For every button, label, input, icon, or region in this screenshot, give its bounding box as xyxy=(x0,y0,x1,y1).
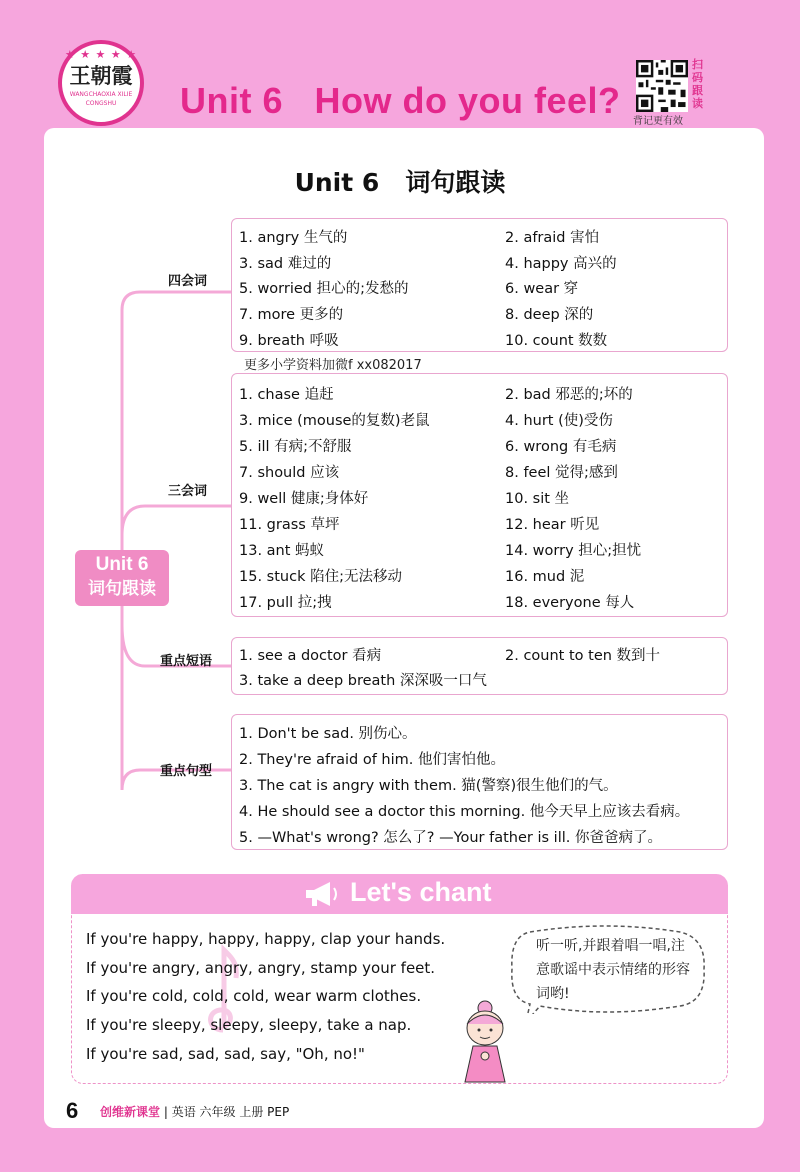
word-item: 5. worried 担心的;发愁的 xyxy=(239,281,409,297)
phrase-item: 1. see a doctor 看病 xyxy=(239,648,382,664)
word-item: 9. well 健康;身体好 xyxy=(239,491,369,507)
chant-line: If you're angry, angry, angry, stamp your feet. xyxy=(86,959,436,977)
bubble-text: 听一听,并跟着唱一唱,注意歌谣中表示情绪的形容词哟! xyxy=(536,938,690,1002)
word-item: 1. angry 生气的 xyxy=(239,230,348,246)
resource-note: 更多小学资料加微f xx082017 xyxy=(244,358,422,373)
chant-line: If you're sleepy, sleepy, sleepy, take a nap. xyxy=(86,1016,412,1034)
word-item: 6. wrong 有毛病 xyxy=(505,439,617,455)
sentence-item: 5. —What's wrong? 怎么了? —Your father is ill. 你爸爸病了。 xyxy=(239,830,662,846)
word-item: 2. afraid 害怕 xyxy=(505,230,600,246)
center-unit: Unit 6 xyxy=(95,554,149,575)
footer-info: 创维新课堂 | 英语 六年级 上册 PEP xyxy=(100,1105,290,1119)
section-title: Unit 6 词句跟读 xyxy=(294,168,506,197)
word-item: 3. mice (mouse的复数)老鼠 xyxy=(239,413,430,429)
qr-caption: 背记更有效 xyxy=(633,116,683,127)
word-item: 10. count 数数 xyxy=(505,333,608,349)
word-item: 3. sad 难过的 xyxy=(239,256,332,272)
word-item: 12. hear 听见 xyxy=(505,517,600,533)
word-item: 6. wear 穿 xyxy=(505,281,579,297)
word-item: 1. chase 追赶 xyxy=(239,387,334,403)
girl-illustration xyxy=(455,994,525,1084)
page-number: 6 xyxy=(66,1098,79,1123)
label-three-skill-words: 三会词 xyxy=(168,484,208,499)
megaphone-icon xyxy=(302,879,342,909)
sentence-item: 4. He should see a doctor this morning. 他今天早上应该去看病。 xyxy=(239,804,690,820)
unit-title: Unit 6 How do you feel? xyxy=(180,80,621,121)
footer-brand: 创维新课堂 xyxy=(100,1105,161,1119)
logo-name: 王朝霞 xyxy=(69,63,133,88)
word-item: 18. everyone 每人 xyxy=(505,595,635,611)
phrase-item: 3. take a deep breath 深深吸一口气 xyxy=(239,673,487,689)
sentence-item: 3. The cat is angry with them. 猫(警察)很生他们的气。 xyxy=(239,778,618,794)
logo-stars: ★ ★ ★ ★ ★ xyxy=(64,48,138,61)
sentence-item: 2. They're afraid of him. 他们害怕他。 xyxy=(239,752,505,768)
word-item: 9. breath 呼吸 xyxy=(239,333,339,349)
word-item: 11. grass 草坪 xyxy=(239,517,340,533)
word-item: 17. pull 拉;拽 xyxy=(239,595,332,611)
label-key-phrases: 重点短语 xyxy=(160,654,213,669)
mind-map-center xyxy=(75,550,169,606)
word-item: 8. feel 觉得;感到 xyxy=(505,465,618,481)
word-item: 15. stuck 陷住;无法移动 xyxy=(239,569,402,585)
chant-line: If you're sad, sad, sad, say, "Oh, no!" xyxy=(86,1045,365,1063)
word-item: 4. hurt (使)受伤 xyxy=(505,413,613,429)
label-four-skill-words: 四会词 xyxy=(168,274,208,289)
word-item: 2. bad 邪恶的;坏的 xyxy=(505,387,633,403)
qr-side-label: 扫码跟读 xyxy=(692,58,703,110)
chant-line: If you're happy, happy, happy, clap your hands. xyxy=(86,930,446,948)
word-item: 16. mud 泥 xyxy=(505,569,585,585)
center-subtitle: 词句跟读 xyxy=(88,579,156,599)
word-item: 7. more 更多的 xyxy=(239,307,344,323)
word-item: 8. deep 深的 xyxy=(505,307,594,323)
footer-book: 英语 六年级 上册 PEP xyxy=(171,1105,290,1119)
chant-line: If you're cold, cold, cold, wear warm clothes. xyxy=(86,987,422,1005)
phrase-item: 2. count to ten 数到十 xyxy=(505,648,661,664)
word-item: 5. ill 有病;不舒服 xyxy=(239,439,352,455)
label-key-sentences: 重点句型 xyxy=(160,764,213,779)
chant-title: Let's chant xyxy=(350,877,492,907)
word-item: 14. worry 担心;担忧 xyxy=(505,543,642,559)
word-item: 10. sit 坐 xyxy=(505,491,570,507)
word-item: 4. happy 高兴的 xyxy=(505,256,617,272)
logo-subtitle: WANGCHAOXIA XILIE CONGSHU xyxy=(69,91,133,107)
word-item: 13. ant 蚂蚁 xyxy=(239,543,325,559)
word-item: 7. should 应该 xyxy=(239,465,340,481)
sentence-item: 1. Don't be sad. 别伤心。 xyxy=(239,726,417,742)
